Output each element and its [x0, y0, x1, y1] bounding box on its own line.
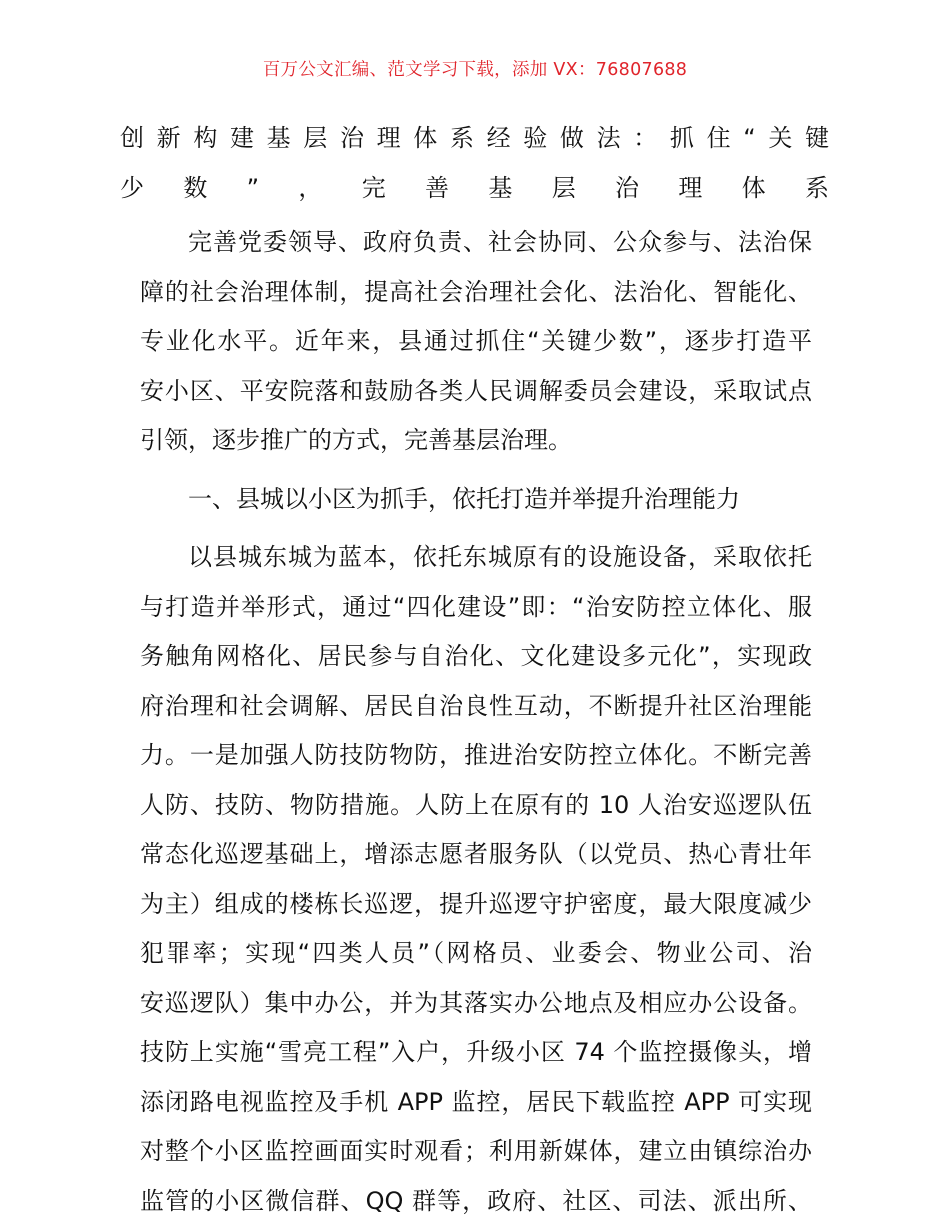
text-line: 技防上实施“雪亮工程”入户，升级小区 74 个监控摄像头，增 — [140, 1038, 812, 1066]
text-line: 府治理和社会调解、居民自治良性互动，不断提升社区治理能 — [140, 691, 812, 720]
text-line: 引领，逐步推广的方式，完善基层治理。 — [140, 426, 572, 454]
heading-line: 一、县城以小区为抓手，依托打造并举提升治理能力 — [188, 484, 740, 513]
text-line: 为主）组成的楼栋长巡逻，提升巡逻守护密度，最大限度减少 — [140, 889, 812, 918]
text-line: 以县城东城为蓝本，依托东城原有的设施设备，采取依托 — [188, 543, 812, 571]
document-title — [120, 114, 830, 213]
text-line: 专业化水平。近年来，县通过抓住“关键少数”，逐步打造平 — [140, 327, 812, 355]
text-line: 与打造并举形式，通过“四化建设”即：“治安防控立体化、服 — [140, 592, 812, 621]
text-line: 常态化巡逻基础上，增添志愿者服务队（以党员、热心青壮年 — [140, 840, 812, 868]
document-body — [140, 218, 812, 1226]
text-line: 犯罪率；实现“四类人员”（网格员、业委会、物业公司、治 — [140, 939, 812, 967]
text-line: 完善党委领导、政府负责、社会协同、公众参与、法治保 — [188, 228, 812, 256]
text-line: 监管的小区微信群、QQ 群等，政府、社区、司法、派出所、 — [140, 1186, 812, 1215]
text-line: 安巡逻队）集中办公，并为其落实办公地点及相应办公设备。 — [140, 988, 812, 1017]
text-line: 障的社会治理体制，提高社会治理社会化、法治化、智能化、 — [140, 277, 812, 306]
paragraph-section-1 — [140, 533, 812, 1226]
text-line: 安小区、平安院落和鼓励各类人民调解委员会建设，采取试点 — [140, 376, 812, 405]
text-line: 力。一是加强人防技防物防，推进治安防控立体化。不断完善 — [140, 741, 812, 769]
paragraph-intro — [140, 218, 812, 466]
text-line: 人防、技防、物防措施。人防上在原有的 10 人治安巡逻队伍 — [140, 790, 812, 819]
text-line: 添闭路电视监控及手机 APP 监控，居民下载监控 APP 可实现 — [140, 1087, 812, 1116]
text-line: 务触角网格化、居民参与自治化、文化建设多元化”，实现政 — [140, 642, 812, 670]
title-line-2: 少数”，完善基层治理体系 — [120, 173, 830, 202]
section-heading — [140, 475, 812, 525]
title-line-1: 创新构建基层治理体系经验做法：抓住“关键 — [120, 124, 830, 152]
text-line: 对整个小区监控画面实时观看；利用新媒体，建立由镇综治办 — [140, 1137, 812, 1165]
watermark-banner: 百万公文汇编、范文学习下载，添加 VX：76807688 — [262, 60, 688, 80]
